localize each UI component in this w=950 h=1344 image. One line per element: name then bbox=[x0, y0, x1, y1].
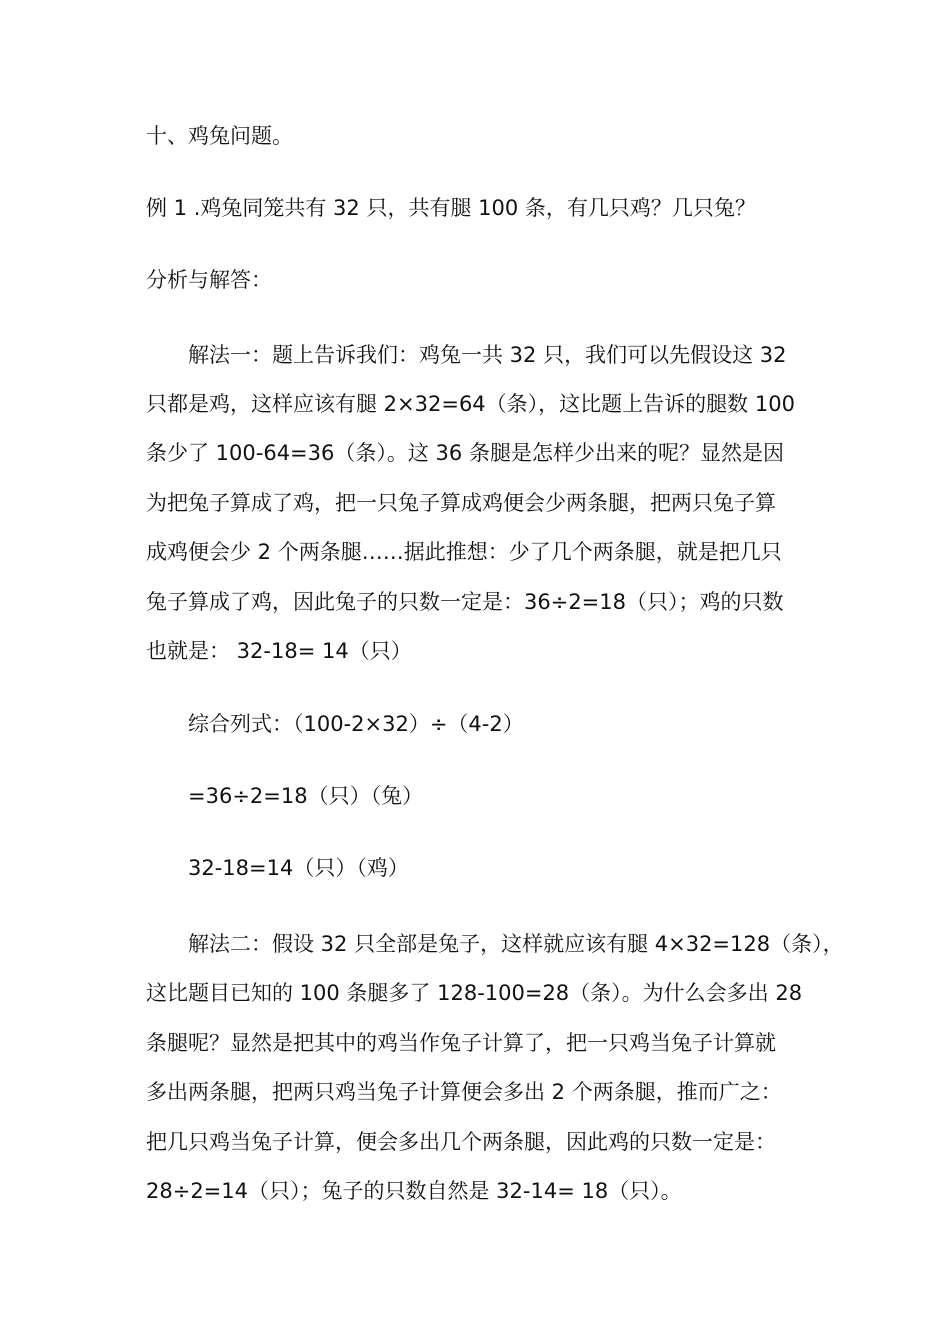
method2-line: 28÷2=14（只）；兔子的只数自然是 32-14= 18（只）。 bbox=[146, 1179, 682, 1203]
method1-line: 也就是： 32-18= 14（只） bbox=[146, 639, 412, 663]
method2-line: 多出两条腿，把两只鸡当兔子计算便会多出 2 个两条腿，推而广之： bbox=[146, 1080, 782, 1104]
method1-line: 成鸡便会少 2 个两条腿……据此推想：少了几个两条腿，就是把几只 bbox=[146, 540, 782, 564]
method1-line: 为把兔子算成了鸡，把一只兔子算成鸡便会少两条腿，把两只兔子算 bbox=[146, 491, 776, 515]
formula-line: 32-18=14（只）（鸡） bbox=[188, 856, 409, 880]
formula-line: 综合列式：（100-2×32）÷（4-2） bbox=[188, 712, 524, 736]
formula-line: =36÷2=18（只）（兔） bbox=[188, 784, 424, 808]
method1-line: 条少了 100-64=36（条）。这 36 条腿是怎样少出来的呢？显然是因 bbox=[146, 441, 784, 465]
method2-line: 这比题目已知的 100 条腿多了 128-100=28（条）。为什么会多出 28 bbox=[146, 981, 803, 1005]
method2-line: 把几只鸡当兔子计算，便会多出几个两条腿，因此鸡的只数一定是： bbox=[146, 1130, 776, 1154]
method2-line: 条腿呢？显然是把其中的鸡当作兔子计算了，把一只鸡当兔子计算就 bbox=[146, 1031, 776, 1055]
example-question: 例 1 .鸡兔同笼共有 32 只，共有腿 100 条，有几只鸡？几只兔？ bbox=[146, 196, 756, 220]
method1-line: 兔子算成了鸡，因此兔子的只数一定是：36÷2=18（只）；鸡的只数 bbox=[146, 590, 784, 614]
section-heading: 十、鸡兔问题。 bbox=[146, 124, 293, 148]
analysis-label: 分析与解答： bbox=[146, 268, 272, 292]
method2-line: 解法二：假设 32 只全部是兔子，这样就应该有腿 4×32=128（条）， bbox=[188, 932, 844, 956]
method1-line: 解法一：题上告诉我们：鸡兔一共 32 只，我们可以先假设这 32 bbox=[188, 343, 787, 367]
method1-line: 只都是鸡，这样应该有腿 2×32=64（条），这比题上告诉的腿数 100 bbox=[146, 392, 795, 416]
